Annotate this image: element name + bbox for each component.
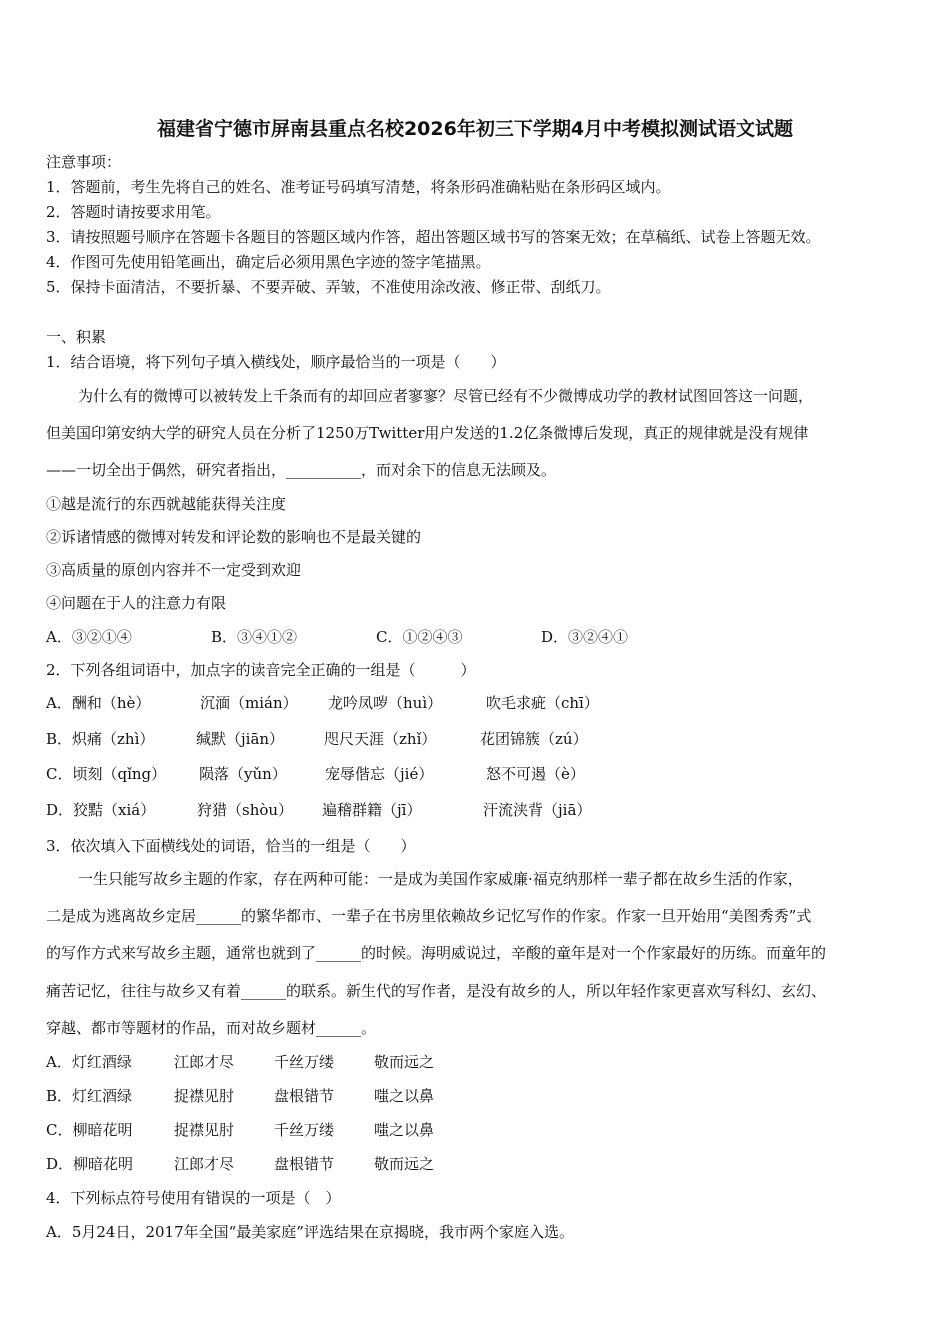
question-1-passage-line: 为什么有的微博可以被转发上千条而有的却回应者寥寥？尽管已经有不少微博成功学的教材试图回答这一问题， xyxy=(78,387,814,405)
option-cell: 汗流浃背（jiā） xyxy=(483,801,592,819)
option-cell: C．顷刻（qǐng） xyxy=(46,765,167,783)
question-3-passage-line: 一生只能写故乡主题的作家，存在两种可能：一是成为美国作家威廉·福克纳那样一辈子都在故乡生活的作家， xyxy=(78,870,803,888)
question-3-passage-line: 穿越、都市等题材的作品，而对故乡题材______。 xyxy=(46,1019,377,1037)
option-cell: 龙吟凤哕（huì） xyxy=(328,694,443,712)
option-cell: 盘根错节 xyxy=(274,1087,335,1105)
option-cell: 江郎才尽 xyxy=(174,1155,235,1173)
question-2-option-row xyxy=(46,800,591,820)
option-cell: 遍稽群籍（jī） xyxy=(322,801,422,819)
notice-item: 3．请按照题号顺序在答题卡各题目的答题区域内作答，超出答题区域书写的答案无效；在草稿纸、试卷上答题无效。 xyxy=(46,228,821,246)
option-cell: 敬而远之 xyxy=(374,1053,435,1071)
question-3-stem: 3．依次填入下面横线处的词语，恰当的一组是（ ） xyxy=(46,837,416,855)
option-cell: 捉襟见肘 xyxy=(174,1121,235,1139)
question-1-statement: ②诉诸情感的微博对转发和评论数的影响也不是最关键的 xyxy=(46,528,422,546)
question-3-option-row xyxy=(46,1154,434,1174)
question-3-option-row xyxy=(46,1120,434,1140)
option-cell: 嗤之以鼻 xyxy=(374,1087,435,1105)
option-cell: 沉湎（mián） xyxy=(200,694,298,712)
question-1-options xyxy=(46,627,628,647)
option-cell: 缄默（jiān） xyxy=(196,730,285,748)
section-heading: 一、积累 xyxy=(46,328,107,346)
option-cell: C．柳暗花明 xyxy=(46,1121,133,1139)
option-cell: 千丝万缕 xyxy=(274,1121,335,1139)
question-2-option-row xyxy=(46,729,588,749)
question-1-statement: ③高质量的原创内容并不一定受到欢迎 xyxy=(46,561,302,579)
question-3-passage-line: 二是成为逃离故乡定居______的繁华都市、一辈子在书房里依赖故乡记忆写作的作家。作家一旦开始用“美图秀秀”式 xyxy=(46,907,812,925)
option-cell: 吹毛求疵（chī） xyxy=(486,694,599,712)
option-cell: B．炽痛（zhì） xyxy=(46,730,155,748)
notice-item: 1．答题前，考生先将自己的姓名、准考证号码填写清楚，将条形码准确粘贴在条形码区域内。 xyxy=(46,178,671,196)
question-1-stem: 1．结合语境，将下列句子填入横线处，顺序最恰当的一项是（ ） xyxy=(46,353,506,371)
option-cell: 怒不可遏（è） xyxy=(486,765,585,783)
notice-heading: 注意事项： xyxy=(46,153,122,171)
question-3-option-row xyxy=(46,1052,434,1072)
question-3-option-row xyxy=(46,1086,434,1106)
option-cell: A．酬和（hè） xyxy=(46,694,151,712)
question-4-option-a: A．5月24日，2017年全国“最美家庭”评选结果在京揭晓，我市两个家庭入选。 xyxy=(46,1223,574,1241)
question-2-option-row xyxy=(46,764,585,784)
notice-item: 5．保持卡面清洁，不要折暴、不要弄破、弄皱，不准使用涂改液、修正带、刮纸刀。 xyxy=(46,278,611,296)
option-cell: D．狡黠（xiá） xyxy=(46,801,156,819)
option-cell: 盘根错节 xyxy=(274,1155,335,1173)
option-b: B．③④①② xyxy=(211,628,298,646)
option-cell: 宠辱偕忘（jié） xyxy=(325,765,434,783)
option-cell: B．灯红酒绿 xyxy=(46,1087,133,1105)
notice-item: 2．答题时请按要求用笔。 xyxy=(46,203,221,221)
question-2-stem: 2．下列各组词语中，加点字的读音完全正确的一组是（ ） xyxy=(46,661,476,679)
notice-item: 4．作图可先使用铅笔画出，确定后必须用黑色字迹的签字笔描黑。 xyxy=(46,253,491,271)
question-4-stem: 4．下列标点符号使用有错误的一项是（ ） xyxy=(46,1189,341,1207)
question-1-passage-line: ——一切全出于偶然，研究者指出，__________，而对余下的信息无法顾及。 xyxy=(46,461,557,479)
option-c: C．①②④③ xyxy=(376,628,463,646)
option-cell: 江郎才尽 xyxy=(174,1053,235,1071)
option-cell: 陨落（yǔn） xyxy=(199,765,287,783)
option-cell: 捉襟见肘 xyxy=(174,1087,235,1105)
question-3-passage-line: 痛苦记忆，往往与故乡又有着______的联系。新生代的写作者，是没有故乡的人，所以年轻作家更喜欢写科幻、玄幻、 xyxy=(46,982,827,1000)
option-cell: 狩猎（shòu） xyxy=(197,801,294,819)
option-cell: 嗤之以鼻 xyxy=(374,1121,435,1139)
question-3-passage-line: 的写作方式来写故乡主题，通常也就到了______的时候。海明威说过，辛酸的童年是对一个作家最好的历练。而童年的 xyxy=(46,944,827,962)
option-cell: A．灯红酒绿 xyxy=(46,1053,132,1071)
option-cell: 花团锦簇（zú） xyxy=(480,730,588,748)
option-cell: 咫尺天涯（zhǐ） xyxy=(324,730,437,748)
question-1-passage-line: 但美国印第安纳大学的研究人员在分析了1250万Twitter用户发送的1.2亿条微博后发现，真正的规律就是没有规律 xyxy=(46,424,809,442)
option-cell: 千丝万缕 xyxy=(274,1053,335,1071)
question-1-statement: ①越是流行的东西就越能获得关注度 xyxy=(46,495,287,513)
question-1-statement: ④问题在于人的注意力有限 xyxy=(46,594,227,612)
option-a: A．③②①④ xyxy=(46,628,132,646)
option-cell: 敬而远之 xyxy=(374,1155,435,1173)
option-d: D．③②④① xyxy=(541,628,629,646)
question-2-option-row xyxy=(46,693,599,713)
option-cell: D．柳暗花明 xyxy=(46,1155,134,1173)
page-title: 福建省宁德市屏南县重点名校2026年初三下学期4月中考模拟测试语文试题 xyxy=(156,118,794,140)
